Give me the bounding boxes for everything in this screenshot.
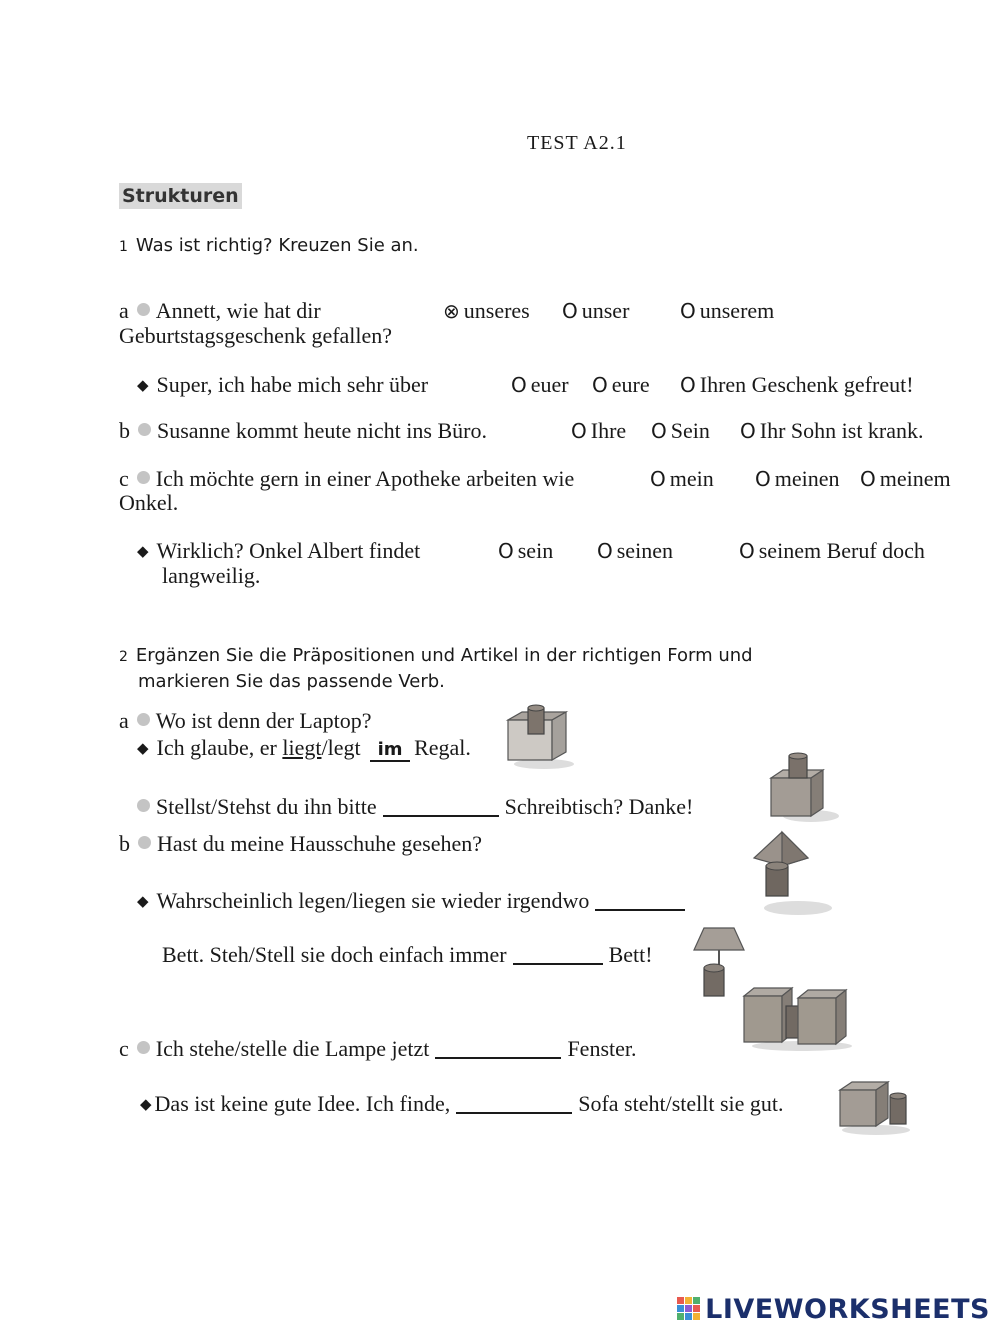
- question-text: Fenster.: [567, 1036, 637, 1061]
- item-letter: b: [119, 831, 130, 856]
- verb-choice[interactable]: /legt: [321, 735, 367, 760]
- response-text: Bett. Steh/Stell sie doch einfach immer: [162, 942, 507, 967]
- task2-a-response: [137, 735, 471, 762]
- option-label: meinem: [879, 466, 951, 491]
- option-label: Ihr: [759, 418, 786, 443]
- question-text: Annett, wie hat dir: [155, 298, 321, 323]
- illustration-on-icon: [765, 752, 843, 824]
- diamond-icon: ◆: [137, 378, 149, 394]
- response-text: Super, ich habe mich sehr über: [156, 372, 429, 397]
- option-label: unserem: [699, 298, 775, 323]
- option-b1[interactable]: [571, 418, 626, 444]
- speaker-dot-icon: [137, 303, 150, 316]
- answer-field[interactable]: [435, 1033, 561, 1059]
- radio-icon[interactable]: O: [597, 539, 613, 563]
- illustration-next-to-icon: [836, 1074, 916, 1136]
- option-suffix: Geschenk gefreut!: [751, 372, 914, 397]
- response-text: Das ist keine gute Idee. Ich finde,: [154, 1091, 451, 1116]
- answer-field[interactable]: [383, 791, 499, 817]
- task2-instruction: [119, 643, 753, 670]
- task2-c-question: [119, 1033, 637, 1062]
- speaker-dot-icon: [137, 713, 150, 726]
- task1-c-response-cont: langweilig.: [162, 563, 261, 588]
- task1-c-response: [137, 538, 420, 564]
- question-text: Wo ist denn der Laptop?: [155, 708, 372, 733]
- option-label: unser: [581, 298, 630, 323]
- radio-icon[interactable]: O: [571, 419, 587, 443]
- brand-text: LIVEWORKSHEETS: [705, 1294, 990, 1325]
- diamond-icon: ◆: [140, 1097, 152, 1113]
- speaker-dot-icon: [137, 1041, 150, 1054]
- diamond-icon: ◆: [137, 894, 149, 910]
- radio-icon[interactable]: O: [755, 467, 771, 491]
- task2-b-response: [137, 885, 691, 914]
- answer-field[interactable]: [456, 1088, 572, 1114]
- speaker-dot-icon: [137, 799, 150, 812]
- radio-checked-icon[interactable]: ⊗: [443, 299, 460, 323]
- option-c-r1[interactable]: [498, 538, 553, 564]
- question-text: Susanne kommt heute nicht ins Büro.: [157, 418, 487, 443]
- task2-instruction-cont: markieren Sie das passende Verb.: [138, 671, 445, 692]
- illustration-under-icon: [748, 828, 838, 918]
- speaker-dot-icon: [137, 471, 150, 484]
- radio-icon[interactable]: O: [498, 539, 514, 563]
- answer-field[interactable]: im: [370, 739, 410, 762]
- item-letter: a: [119, 298, 129, 323]
- task2-a-question: [119, 708, 372, 734]
- liveworksheets-logo-icon: [677, 1297, 701, 1321]
- diamond-icon: ◆: [137, 544, 149, 560]
- radio-icon[interactable]: O: [650, 467, 666, 491]
- radio-icon[interactable]: O: [562, 299, 578, 323]
- radio-icon[interactable]: O: [680, 299, 696, 323]
- option-label: mein: [669, 466, 714, 491]
- task2-b-question: [119, 831, 482, 857]
- option-c2[interactable]: [755, 466, 840, 492]
- verb-choice-marked[interactable]: liegt: [282, 735, 322, 760]
- task1-number: 1: [119, 239, 128, 255]
- task2-number: 2: [119, 649, 128, 665]
- option-suffix: Beruf doch: [826, 538, 925, 563]
- answer-field[interactable]: [513, 939, 603, 965]
- illustration-between-icon: [740, 984, 856, 1052]
- radio-icon[interactable]: O: [680, 373, 696, 397]
- item-letter: a: [119, 708, 129, 733]
- task2-b-response-cont: [162, 939, 653, 968]
- speaker-dot-icon: [138, 423, 151, 436]
- option-label: euer: [530, 372, 569, 397]
- option-label: meinen: [774, 466, 840, 491]
- task2-c-response: [140, 1088, 784, 1117]
- response-text: Wahrscheinlich legen/liegen sie wieder irgendwo: [156, 888, 590, 913]
- option-label: seinen: [616, 538, 673, 563]
- option-b2[interactable]: [651, 418, 710, 444]
- question-text: Hast du meine Hausschuhe gesehen?: [157, 831, 483, 856]
- option-label: unseres: [463, 298, 530, 323]
- question-text: Ich möchte gern in einer Apotheke arbeiten wie: [155, 466, 575, 491]
- task2-a-second: [137, 791, 693, 820]
- task1-a-response: [137, 372, 428, 398]
- illustration-in-icon: [500, 700, 580, 772]
- option-c-r3[interactable]: [739, 538, 925, 564]
- option-label: seinem: [758, 538, 822, 563]
- option-a-r1[interactable]: [511, 372, 569, 398]
- speaker-dot-icon: [138, 836, 151, 849]
- item-letter: b: [119, 418, 130, 443]
- option-suffix: Sohn ist krank.: [790, 418, 924, 443]
- radio-icon[interactable]: O: [592, 373, 608, 397]
- response-text: Wirklich? Onkel Albert findet: [156, 538, 421, 563]
- option-label: Ihre: [590, 418, 627, 443]
- task1-instruction-text: Was ist richtig? Kreuzen Sie an.: [135, 235, 419, 256]
- option-c3[interactable]: [860, 466, 951, 492]
- radio-icon[interactable]: O: [739, 539, 755, 563]
- option-a-r3[interactable]: [680, 372, 914, 398]
- question-text: Ich stehe/stelle die Lampe jetzt: [155, 1036, 430, 1061]
- option-a3[interactable]: [680, 298, 774, 324]
- item-letter: c: [119, 1036, 129, 1061]
- option-label: Ihren: [699, 372, 747, 397]
- response-text: Sofa steht/stellt sie gut.: [578, 1091, 784, 1116]
- page-title: TEST A2.1: [527, 132, 627, 154]
- item-letter: c: [119, 466, 129, 491]
- option-a2[interactable]: [562, 298, 629, 324]
- radio-icon[interactable]: O: [860, 467, 876, 491]
- response-text: Bett!: [608, 942, 653, 967]
- answer-field[interactable]: [595, 885, 685, 911]
- task1-instruction: [119, 233, 419, 260]
- radio-icon[interactable]: O: [651, 419, 667, 443]
- option-label: sein: [517, 538, 554, 563]
- section-heading: Strukturen: [119, 183, 242, 209]
- task1-b-question: [119, 418, 487, 444]
- option-b3[interactable]: [740, 418, 924, 444]
- radio-icon[interactable]: O: [740, 419, 756, 443]
- sentence-text: Stellst/Stehst du ihn bitte: [156, 794, 377, 819]
- option-a-r2[interactable]: [592, 372, 650, 398]
- task2-instruction-text: Ergänzen Sie die Präpositionen und Artikel in der richtigen Form und: [135, 645, 753, 666]
- option-a1[interactable]: [443, 298, 530, 324]
- brand-watermark: [677, 1294, 990, 1325]
- task1-a-question: [119, 298, 321, 324]
- option-label: eure: [611, 372, 650, 397]
- response-text: Ich glaube, er: [156, 735, 283, 760]
- task1-a-question-cont: Geburtstagsgeschenk gefallen?: [119, 323, 393, 348]
- option-c-r2[interactable]: [597, 538, 673, 564]
- option-c1[interactable]: [650, 466, 714, 492]
- option-label: Sein: [670, 418, 710, 443]
- task1-c-question-cont: Onkel.: [119, 490, 179, 515]
- diamond-icon: ◆: [137, 741, 149, 757]
- radio-icon[interactable]: O: [511, 373, 527, 397]
- task1-c-question: [119, 466, 574, 492]
- sentence-text: Schreibtisch? Danke!: [504, 794, 694, 819]
- response-text: Regal.: [414, 735, 471, 760]
